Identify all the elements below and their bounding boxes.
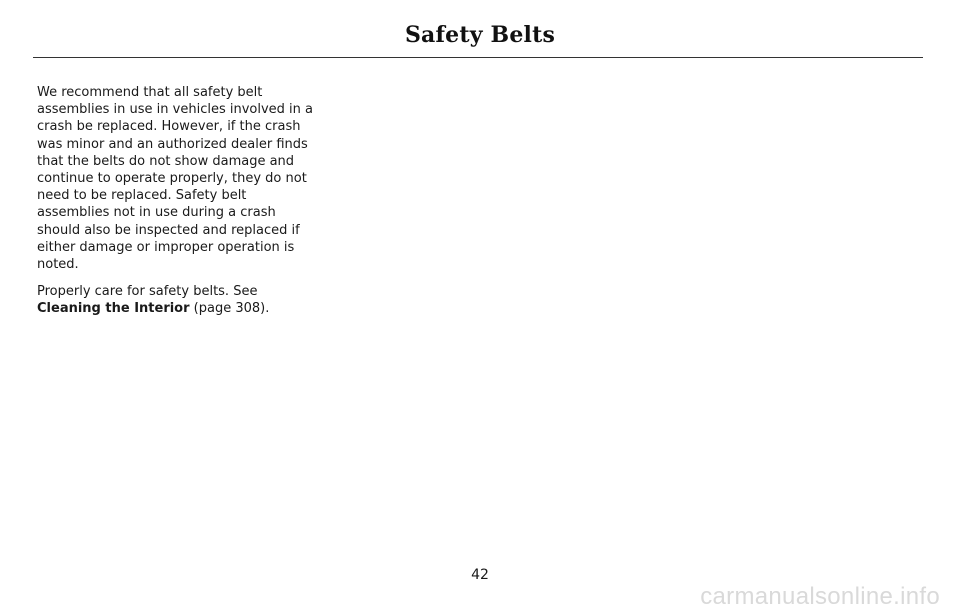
watermark: carmanualsonline.info bbox=[700, 583, 940, 610]
page-reference: (page 308). bbox=[189, 301, 270, 317]
page-title: Safety Belts bbox=[404, 22, 556, 48]
header-divider bbox=[33, 57, 923, 58]
cleaning-interior-link[interactable]: Cleaning the Interior bbox=[37, 301, 190, 317]
care-paragraph bbox=[37, 283, 315, 317]
care-text: Properly care for safety belts. See bbox=[37, 284, 258, 300]
page-number: 42 bbox=[471, 567, 489, 583]
content-column bbox=[37, 84, 315, 328]
body-paragraph: We recommend that all safety belt assemblies in use in vehicles involved in a crash be replaced. However, if the crash was minor and an authorized dealer finds that the belts do not show damage and continue to operate properly, they do not need to be replaced. Safety belt assemblies not in use during a crash should also be inspected and replaced if either damage or improper operation is noted. bbox=[37, 85, 314, 273]
